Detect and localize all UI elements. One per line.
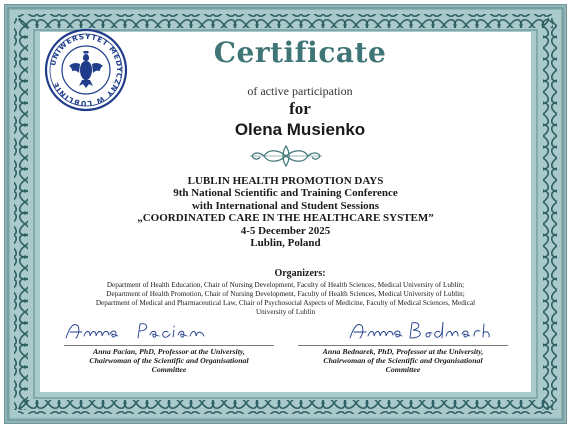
signatory-role: Chairwoman of the Scientific and Organisational <box>323 356 483 366</box>
conference-theme: „COORDINATED CARE IN THE HEALTHCARE SYSTEM” <box>137 212 434 225</box>
certificate-title: Certificate <box>213 36 387 69</box>
signature-block-right <box>290 318 516 378</box>
conference-sessions: with International and Student Sessions <box>191 199 380 212</box>
signatory-name: Anna Pacian, PhD, Professor at the University, <box>93 347 245 356</box>
event-location: Lublin, Poland <box>250 237 321 250</box>
organizer-line: Department of Health Education, Chair of Nursing Development, Faculty of Health Sciences, Medical University of Lublin; <box>106 281 465 289</box>
organizers-heading: Organizers: <box>274 268 326 279</box>
seal-text: UNIWERSYTET MEDYCZNY W LUBLINIE <box>48 31 125 109</box>
university-seal <box>44 28 128 112</box>
handwritten-signature <box>290 318 516 344</box>
signature-block-left <box>56 318 282 378</box>
signature-line <box>298 345 508 346</box>
certificate-subtitle: of active participation <box>247 84 353 98</box>
organizers-list <box>44 281 527 317</box>
conference-edition: 9th National Scientific and Training Conference <box>173 187 398 200</box>
event-name: LUBLIN HEALTH PROMOTION DAYS <box>187 175 384 187</box>
signatory-caption <box>290 347 516 375</box>
organizer-line: Department of Health Promotion, Chair of Nursing Development, Faculty of Health Sciences, Medical University of Lublin; <box>106 290 465 298</box>
for-label: for <box>289 99 311 118</box>
signatory-role: Committee <box>385 365 421 375</box>
signatory-caption <box>56 347 282 375</box>
organizer-line: Department of Medical and Pharmaceutical Law, Chair of Psychosocial Aspects of Medicine, Faculty of Medical Sciences, Medical <box>95 299 476 307</box>
signatory-role: Committee <box>151 365 187 375</box>
event-details <box>60 175 511 249</box>
event-date: 4-5 December 2025 <box>240 224 331 237</box>
signatory-name: Anna Bednarek, PhD, Professor at the University, <box>322 347 484 356</box>
flourish-ornament-icon <box>248 143 324 169</box>
organizer-line: University of Lublin <box>255 308 316 316</box>
signature-line <box>64 345 274 346</box>
handwritten-signature <box>56 318 282 344</box>
signatory-role: Chairwoman of the Scientific and Organisational <box>89 356 249 366</box>
recipient-name: Olena Musienko <box>234 120 366 139</box>
